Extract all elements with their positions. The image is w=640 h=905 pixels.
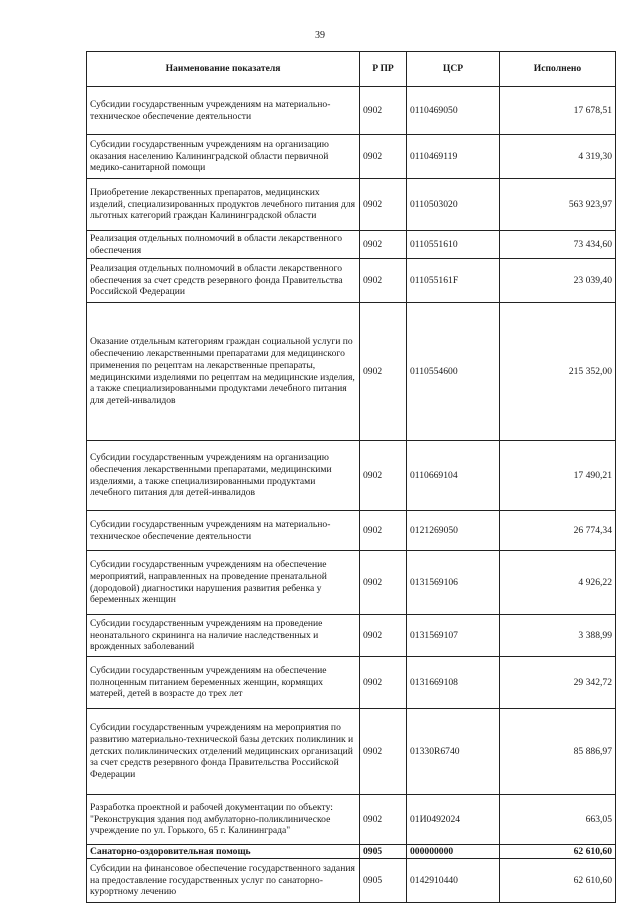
table-row: [87, 303, 616, 441]
row-rpr-code: 0902: [360, 615, 407, 657]
row-rpr-code: 0902: [360, 303, 407, 441]
row-rpr-code: 0902: [360, 551, 407, 615]
table-row: [87, 135, 616, 179]
table-row: [87, 845, 616, 859]
table-row: [87, 179, 616, 231]
row-amount: 3 388,99: [500, 615, 616, 657]
table-row: [87, 441, 616, 511]
row-rpr-code: 0902: [360, 231, 407, 259]
row-name: Субсидии государственным учреждениям на обеспечение полноценным питанием беременных женщин, кормящих матерей, детей в возрасте до трех лет: [87, 657, 360, 709]
row-name: Субсидии государственным учреждениям на материально-техническое обеспечение деятельности: [87, 87, 360, 135]
header-name: Наименование показателя: [87, 52, 360, 87]
row-amount: 663,05: [500, 795, 616, 845]
row-name: Субсидии государственным учреждениям на организацию обеспечения лекарственными препаратами, медицинскими изделиями, а также специализированными продуктами лечебного питания для детей-инвалидов: [87, 441, 360, 511]
row-name: Приобретение лекарственных препаратов, медицинских изделий, специализированных продуктов лечебного питания для льготных категорий граждан Калининградской области: [87, 179, 360, 231]
row-rpr-code: 0902: [360, 135, 407, 179]
row-amount: 23 039,40: [500, 259, 616, 303]
row-csr-code: 0131569106: [407, 551, 500, 615]
row-rpr-code: 0902: [360, 709, 407, 795]
row-name: Субсидии государственным учреждениям на материально-техническое обеспечение деятельности: [87, 511, 360, 551]
row-csr-code: 01И0492024: [407, 795, 500, 845]
row-rpr-code: 0902: [360, 87, 407, 135]
row-rpr-code: 0902: [360, 179, 407, 231]
row-rpr-code: 0902: [360, 259, 407, 303]
row-name: Субсидии государственным учреждениям на организацию оказания населению Калининградской области первичной медико-санитарной помощи: [87, 135, 360, 179]
table-row: [87, 87, 616, 135]
row-csr-code: 0110669104: [407, 441, 500, 511]
row-amount: 85 886,97: [500, 709, 616, 795]
row-csr-code: 0142910440: [407, 859, 500, 903]
row-rpr-code: 0905: [360, 845, 407, 859]
row-csr-code: 0110469050: [407, 87, 500, 135]
row-name: Субсидии на финансовое обеспечение государственного задания на предоставление государственных услуг по санаторно-курортному лечению: [87, 859, 360, 903]
table-row: [87, 709, 616, 795]
row-csr-code: 0110554600: [407, 303, 500, 441]
row-rpr-code: 0902: [360, 657, 407, 709]
row-name: Субсидии государственным учреждениям на мероприятия по развитию материально-технической базы детских поликлиник и детских поликлинических отделений медицинских организаций за счет средств резервного фонда Правительства Российской Федерации: [87, 709, 360, 795]
table-body: [87, 87, 616, 903]
table-header-row: [87, 52, 616, 87]
budget-execution-table: [86, 51, 616, 903]
row-rpr-code: 0902: [360, 795, 407, 845]
row-csr-code: 0110551610: [407, 231, 500, 259]
row-amount: 4 926,22: [500, 551, 616, 615]
row-csr-code: 01330R6740: [407, 709, 500, 795]
table-row: [87, 259, 616, 303]
table-row: [87, 795, 616, 845]
row-name: Разработка проектной и рабочей документации по объекту: "Реконструкция здания под амбулаторно-поликлиническое учреждение по ул. Горького, 65 г. Калининграда": [87, 795, 360, 845]
table-row: [87, 657, 616, 709]
table-row: [87, 859, 616, 903]
row-name: Субсидии государственным учреждениям на проведение неонатального скрининга на наличие наследственных и врожденных заболеваний: [87, 615, 360, 657]
row-amount: 17 490,21: [500, 441, 616, 511]
row-name: Санаторно-оздоровительная помощь: [87, 845, 360, 859]
row-csr-code: 0131669108: [407, 657, 500, 709]
table-row: [87, 231, 616, 259]
page-number: 39: [315, 30, 325, 41]
row-amount: 62 610,60: [500, 859, 616, 903]
row-rpr-code: 0902: [360, 441, 407, 511]
row-name: Реализация отдельных полномочий в области лекарственного обеспечения за счет средств резервного фонда Правительства Российской Федерации: [87, 259, 360, 303]
row-csr-code: 0110503020: [407, 179, 500, 231]
row-name: Реализация отдельных полномочий в области лекарственного обеспечения: [87, 231, 360, 259]
row-csr-code: 0131569107: [407, 615, 500, 657]
row-rpr-code: 0902: [360, 511, 407, 551]
row-amount: 17 678,51: [500, 87, 616, 135]
row-csr-code: 011055161F: [407, 259, 500, 303]
row-amount: 215 352,00: [500, 303, 616, 441]
row-csr-code: 0121269050: [407, 511, 500, 551]
row-amount: 29 342,72: [500, 657, 616, 709]
row-name: Субсидии государственным учреждениям на обеспечение мероприятий, направленных на проведение пренатальной (дородовой) диагностики нарушения развития ребенка у беременных женщин: [87, 551, 360, 615]
row-amount: 563 923,97: [500, 179, 616, 231]
table-row: [87, 511, 616, 551]
row-amount: 4 319,30: [500, 135, 616, 179]
row-amount: 62 610,60: [500, 845, 616, 859]
row-csr-code: 0110469119: [407, 135, 500, 179]
row-amount: 26 774,34: [500, 511, 616, 551]
row-rpr-code: 0905: [360, 859, 407, 903]
table-row: [87, 615, 616, 657]
header-amount: Исполнено: [500, 52, 616, 87]
header-rpr: Р ПР: [360, 52, 407, 87]
row-name: Оказание отдельным категориям граждан социальной услуги по обеспечению лекарственными препаратами для медицинского применения по рецептам на лекарственные препараты, медицинскими изделиями по рецептам на медицинские изделия, а также специализированными продуктами лечебного питания для детей-инвалидов: [87, 303, 360, 441]
row-amount: 73 434,60: [500, 231, 616, 259]
table-row: [87, 551, 616, 615]
row-csr-code: 000000000: [407, 845, 500, 859]
header-csr: ЦСР: [407, 52, 500, 87]
